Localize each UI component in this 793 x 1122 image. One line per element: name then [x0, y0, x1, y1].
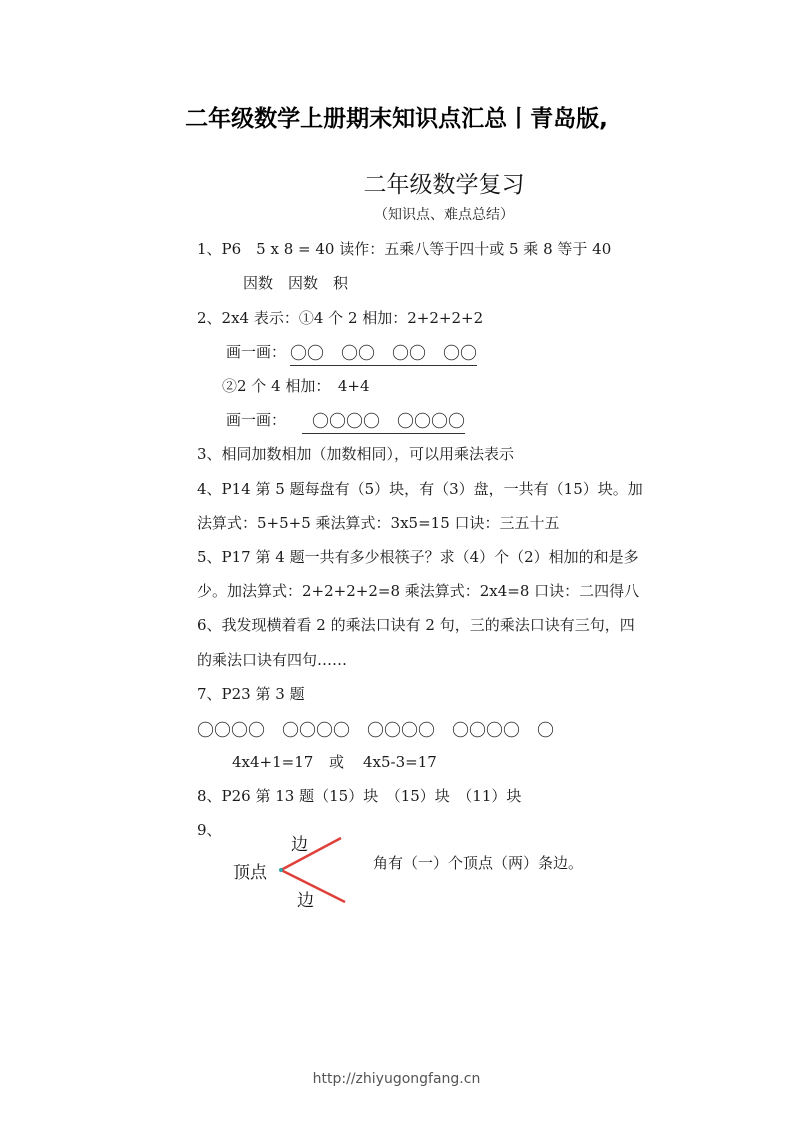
- item-8-text: 8、P26 第 13 题（15）块 （15）块 （11）块: [197, 787, 522, 805]
- item-5-line2: 少。加法算式：2+2+2+2=8 乘法算式：2x4=8 口诀：二四得八: [197, 582, 640, 600]
- item-5-line1: 5、P17 第 4 题一共有多少根筷子？求（4）个（2）相加的和是多: [197, 548, 639, 566]
- item-3-text: 3、相同加数相加（加数相同），可以用乘法表示: [197, 445, 515, 463]
- item-7-eq1: 4x4+1=17: [232, 753, 314, 771]
- item-1-sub: 因数 因数 积: [243, 274, 349, 292]
- doc-title: 二年级数学复习: [363, 172, 525, 198]
- item-2-draw1-label: 画一画：: [226, 343, 287, 361]
- item-6-line1: 6、我发现横着看 2 的乘法口诀有 2 句，三的乘法口诀有三句，四: [197, 616, 635, 634]
- item-1-text: 1、P6 5 x 8 = 40 读作：五乘八等于四十或 5 乘 8 等于 40: [197, 240, 612, 258]
- header-title: 二年级数学上册期末知识点汇总丨青岛版,: [185, 106, 608, 132]
- item-7-or: 或: [329, 753, 345, 771]
- item-4-line2: 法算式：5+5+5 乘法算式：3x5=15 口诀：三五十五: [197, 514, 560, 532]
- angle-vertex-dot: [279, 868, 283, 872]
- item-4-line1: 4、P14 第 5 题每盘有（5）块，有（3）盘，一共有（15）块。加: [197, 480, 643, 498]
- item-7-eq2: 4x5-3=17: [363, 753, 437, 771]
- item-6-line2: 的乘法口诀有四句……: [197, 651, 348, 669]
- item-7-circles: 〇〇〇〇 〇〇〇〇 〇〇〇〇 〇〇〇〇 〇: [197, 721, 554, 741]
- item-9-description: 角有（一）个顶点（两）条边。: [373, 854, 584, 872]
- vertex-label: 顶点: [233, 863, 267, 883]
- footer-url: http://zhiyugongfang.cn: [312, 1071, 481, 1087]
- item-7-text: 7、P23 第 3 题: [197, 685, 305, 703]
- angle-edge-top-line: [281, 838, 341, 870]
- angle-diagram: [225, 828, 355, 912]
- item-2-draw2-label: 画一画：: [226, 411, 287, 429]
- edge-label-top: 边: [291, 835, 308, 855]
- doc-subtitle: （知识点、难点总结）: [374, 207, 514, 223]
- item-2-draw1-circles: 〇〇 〇〇 〇〇 〇〇: [290, 339, 477, 366]
- item-9-number: 9、: [197, 821, 222, 839]
- edge-label-bottom: 边: [297, 891, 314, 911]
- item-2-draw2-circles: 〇〇〇〇 〇〇〇〇: [302, 407, 465, 434]
- item-2-alt: ②2 个 4 相加： 4+4: [222, 377, 370, 395]
- item-2-text: 2、2x4 表示：①4 个 2 相加：2+2+2+2: [197, 309, 484, 327]
